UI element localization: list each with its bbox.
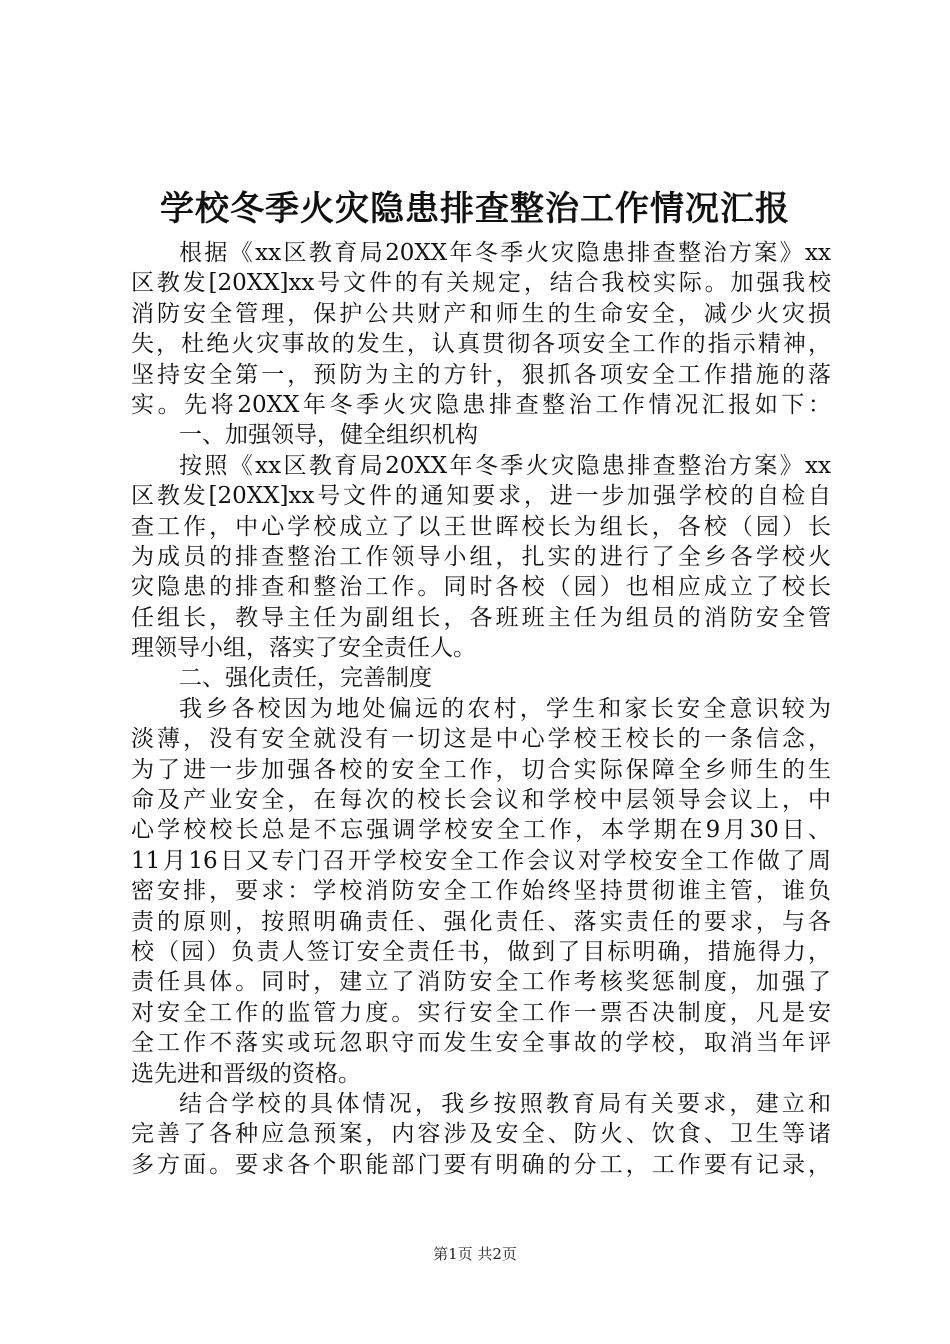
text-line: 11月16日又专门召开学校安全工作会议对学校安全工作做了周 [131,847,831,874]
text-line: 我乡各校因为地处偏远的农村，学生和家长安全意识较为 [179,695,831,722]
text-line: 为了进一步加强各校的安全工作，切合实际保障全乡师生的生 [131,756,831,783]
text-line: 二、强化责任，完善制度 [179,665,432,692]
text-line: 为成员的排查整治工作领导小组，扎实的进行了全乡各学校火 [131,543,831,570]
text-line: 坚持安全第一，预防为主的方针，狠抓各项安全工作措施的落 [131,361,831,388]
text-line: 全工作不落实或玩忽职守而发生安全事故的学校，取消当年评 [131,1030,831,1057]
text-line: 密安排，要求：学校消防安全工作始终坚持贯彻谁主管，谁负 [131,878,831,905]
text-line: 责的原则，按照明确责任、强化责任、落实责任的要求，与各 [131,908,831,935]
text-line: 完善了各种应急预案，内容涉及安全、防火、饮食、卫生等诸 [131,1121,831,1148]
text-line: 一、加强领导，健全组织机构 [179,422,478,449]
text-line: 对安全工作的监管力度。实行安全工作一票否决制度，凡是安 [131,999,831,1026]
text-line: 淡薄，没有安全就没有一切这是中心学校王校长的一条信念， [131,726,831,753]
text-line: 命及产业安全，在每次的校长会议和学校中层领导会议上，中 [131,787,831,814]
page-footer: 第1页 共2页 [433,1245,517,1263]
text-line: 查工作，中心学校成立了以王世晖校长为组长，各校（园）长 [131,513,831,540]
text-line: 多方面。要求各个职能部门要有明确的分工，工作要有记录， [131,1151,831,1178]
text-line: 区教发[20XX]xx号文件的有关规定，结合我校实际。加强我校 [131,270,831,297]
text-line: 区教发[20XX]xx号文件的通知要求，进一步加强学校的自检自 [131,483,831,510]
text-line: 失，杜绝火灾事故的发生，认真贯彻各项安全工作的指示精神， [131,331,831,358]
text-line: 校（园）负责人签订安全责任书，做到了目标明确，措施得力， [131,938,831,965]
text-line: 根据《xx区教育局20XX年冬季火灾隐患排查整治方案》xx [179,240,831,266]
text-line: 灾隐患的排查和整治工作。同时各校（园）也相应成立了校长 [131,574,831,601]
text-line: 任组长，教导主任为副组长，各班班主任为组员的消防安全管 [131,604,831,631]
text-line: 结合学校的具体情况，我乡按照教育局有关要求，建立和 [179,1090,831,1117]
document-body [131,238,831,1180]
text-line: 消防安全管理，保护公共财产和师生的生命安全，减少火灾损 [131,300,831,327]
text-line: 选先进和晋级的资格。 [131,1060,361,1087]
text-line: 责任具体。同时，建立了消防安全工作考核奖惩制度，加强了 [131,969,831,996]
text-line: 实。先将20XX年冬季火灾隐患排查整治工作情况汇报如下： [131,391,831,418]
text-line: 心学校校长总是不忘强调学校安全工作，本学期在9月30日、 [131,817,831,844]
document-title: 学校冬季火灾隐患排查整治工作情况汇报 [160,189,790,229]
text-line: 理领导小组，落实了安全责任人。 [131,635,476,662]
text-line: 按照《xx区教育局20XX年冬季火灾隐患排查整治方案》xx [179,452,831,479]
